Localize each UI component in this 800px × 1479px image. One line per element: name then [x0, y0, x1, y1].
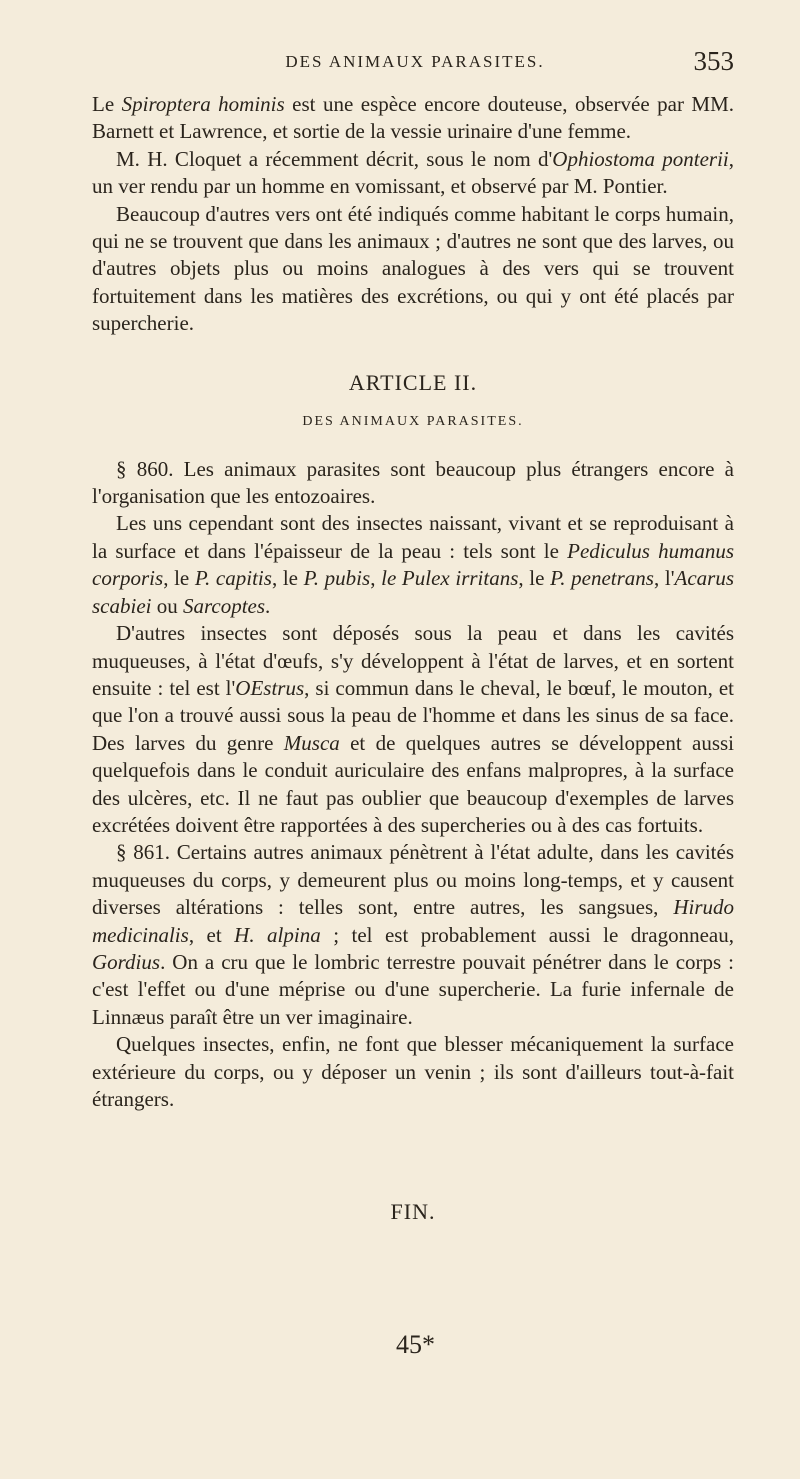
- italic-term: Musca: [283, 730, 340, 755]
- text-run: ,: [370, 566, 382, 591]
- paragraph-venom-insects: [92, 1031, 734, 1113]
- page-body: [92, 91, 734, 1225]
- text-run: , le: [271, 566, 304, 591]
- text-run: , le: [163, 566, 195, 591]
- italic-term: P. penetrans: [550, 566, 654, 591]
- article-subtitle: DES ANIMAUX PARASITES.: [302, 413, 524, 429]
- paragraph-ophiostoma: [92, 146, 734, 201]
- signature-mark: 45*: [396, 1330, 435, 1359]
- article-title: ARTICLE II.: [348, 369, 478, 395]
- italic-term: P. capitis: [194, 566, 272, 591]
- text-run: , un ver rendu par un homme en vomissant, et observé par M. Pontier.: [92, 146, 734, 199]
- text-run: , l': [653, 566, 675, 591]
- text-run: M. H. Cloquet a récemment décrit, sous le nom d': [116, 146, 553, 171]
- text-run: . On a cru que le lombric terrestre pouvait pénétrer dans le corps : c'est l'effet ou d'une méprise ou d'une supercherie. La furie infernale de Linnæus paraît être un ver imaginaire.: [92, 949, 734, 1029]
- end-mark: FIN.: [390, 1199, 436, 1225]
- running-title: DES ANIMAUX PARASITES.: [285, 52, 545, 71]
- paragraph-other-worms: [92, 201, 734, 338]
- paragraph-861: [92, 839, 734, 1031]
- italic-term: OEstrus: [235, 675, 305, 700]
- paragraph-larvae: [92, 620, 734, 839]
- text-run: § 861. Certains autres animaux pénètrent à l'état adulte, dans les cavités muqueuses du corps, y demeurent plus ou moins long-temps, et y causent diverses altérations : telles sont, entre autres, les sangsues,: [92, 840, 734, 920]
- text-run: Beaucoup d'autres vers ont été indiqués comme habitant le corps humain, qui ne se trouvent que dans les animaux ; d'autres ne sont que des larves, ou d'autres objets plus ou moins analogues à des vers qui se trouvent fortuitement dans les matières des excrétions, ou qui y ont été placés par supercherie.: [92, 201, 734, 336]
- text-run: .: [265, 593, 271, 618]
- italic-term: Pediculus humanus corporis: [92, 538, 734, 591]
- italic-term: Spiroptera hominis: [121, 92, 285, 116]
- italic-term: le Pulex irritans: [381, 566, 519, 591]
- italic-term: Hirudo medicinalis: [92, 895, 734, 947]
- page-number: 353: [693, 46, 734, 76]
- text-run: et de quelques autres se développent aussi quelquefois dans le conduit auriculaire des enfans malpropres, à la surface des ulcères, etc. Il ne faut pas oublier que beaucoup d'exemples de larves excrétées doivent être rapportées à des supercheries ou à des cas fortuits.: [92, 730, 735, 837]
- text-run: Le: [92, 92, 122, 116]
- text-run: est une espèce encore douteuse, observée par MM. Barnett et Lawrence, et sortie de la vessie urinaire d'une femme.: [92, 92, 735, 144]
- italic-term: Acarus scabiei: [92, 566, 735, 618]
- text-run: Quelques insectes, enfin, ne font que blesser mécaniquement la surface extérieure du corps, ou y déposer un venin ; ils sont d'ailleurs tout-à-fait étrangers.: [92, 1032, 734, 1111]
- italic-term: Sarcoptes: [182, 593, 266, 618]
- italic-term: Ophiostoma ponterii: [552, 146, 729, 171]
- page-header: [96, 46, 734, 82]
- paragraph-860: [92, 456, 734, 511]
- text-run: , si commun dans le cheval, le bœuf, le mouton, et que l'on a trouvé aussi sous la peau de l'homme et dans les sinus de sa face. Des larves du genre: [92, 675, 734, 755]
- italic-term: P. pubis: [303, 566, 371, 591]
- text-run: ou: [151, 593, 183, 618]
- paragraph-spiroptera: [92, 91, 734, 146]
- text-run: Les uns cependant sont des insectes naissant, vivant et se reproduisant à la surface et dans l'épaisseur de la peau : tels sont le: [92, 511, 734, 563]
- italic-term: Gordius: [92, 949, 161, 974]
- text-run: ; tel est probablement aussi le dragonneau,: [320, 922, 734, 947]
- text-run: D'autres insectes sont déposés sous la peau et dans les cavités muqueuses, à l'état d'œufs, s'y développent à l'état de larves, et en sortent ensuite : tel est l': [92, 621, 734, 700]
- text-run: , et: [188, 922, 235, 947]
- text-run: , le: [518, 566, 551, 591]
- italic-term: H. alpina: [234, 922, 321, 947]
- paragraph-skin-insects: [92, 510, 734, 620]
- text-run: § 860. Les animaux parasites sont beaucoup plus étrangers encore à l'organisation que les entozoaires.: [92, 456, 734, 509]
